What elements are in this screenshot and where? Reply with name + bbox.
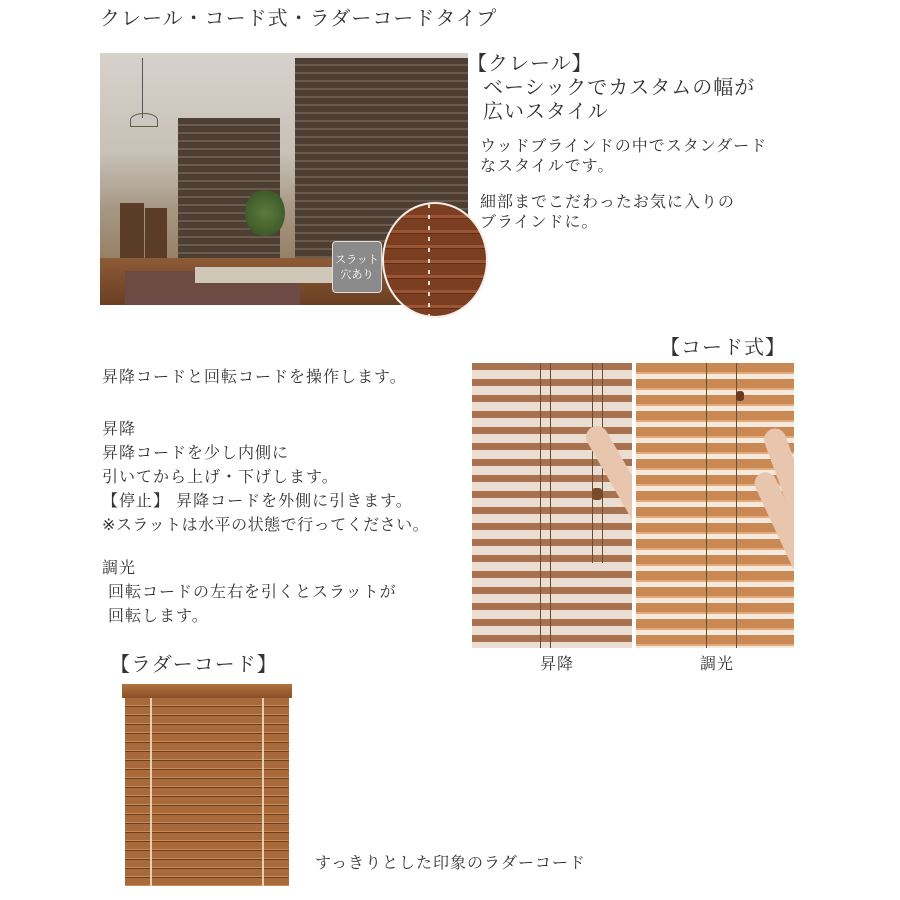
claire-desc-1-line-2: なスタイルです。 — [480, 156, 615, 175]
claire-subtitle-line-2: 広いスタイル — [483, 99, 609, 123]
claire-desc-1-line-1: ウッドブラインドの中でスタンダード — [480, 136, 768, 155]
ladder-cord-blind-photo — [120, 684, 292, 888]
claire-desc-2-line-1: 細部までこだわったお気に入りの — [480, 192, 735, 211]
slat-hole-badge — [332, 241, 382, 293]
tilt-operation-photo — [636, 363, 794, 648]
slat-closeup-circle — [382, 202, 488, 318]
claire-subtitle-line-1: ベーシックでカスタムの幅が — [483, 75, 756, 99]
lift-line-2: 引いてから上げ・下げします。 — [102, 467, 339, 486]
tilt-title: 調光 — [102, 558, 137, 577]
stop-line: 【停止】 昇降コードを外側に引きます。 — [102, 491, 413, 510]
lift-line-1: 昇降コードを少し内側に — [102, 443, 290, 462]
note-line: ※スラットは水平の状態で行ってください。 — [102, 515, 430, 534]
ladder-caption: すっきりとした印象のラダーコード — [315, 853, 586, 872]
page-title: クレール・コード式・ラダーコードタイプ — [100, 6, 498, 30]
cord-heading: 【コード式】 — [660, 335, 786, 359]
claire-desc-2-line-2: ブラインドに。 — [480, 212, 599, 231]
lift-title: 昇降 — [102, 419, 137, 438]
tilt-line-1: 回転コードの左右を引くとスラットが — [108, 582, 397, 601]
tilt-line-2: 回転します。 — [108, 606, 209, 625]
ladder-heading: 【ラダーコード】 — [110, 652, 278, 676]
caption-tilt: 調光 — [700, 654, 735, 673]
claire-heading: 【クレール】 — [467, 51, 593, 75]
caption-lift: 昇降 — [540, 654, 575, 673]
cord-intro: 昇降コードと回転コードを操作します。 — [102, 367, 407, 386]
badge-line-2: 穴あり — [340, 268, 374, 281]
lift-operation-photo — [472, 363, 632, 648]
badge-line-1: スラット — [335, 253, 379, 266]
